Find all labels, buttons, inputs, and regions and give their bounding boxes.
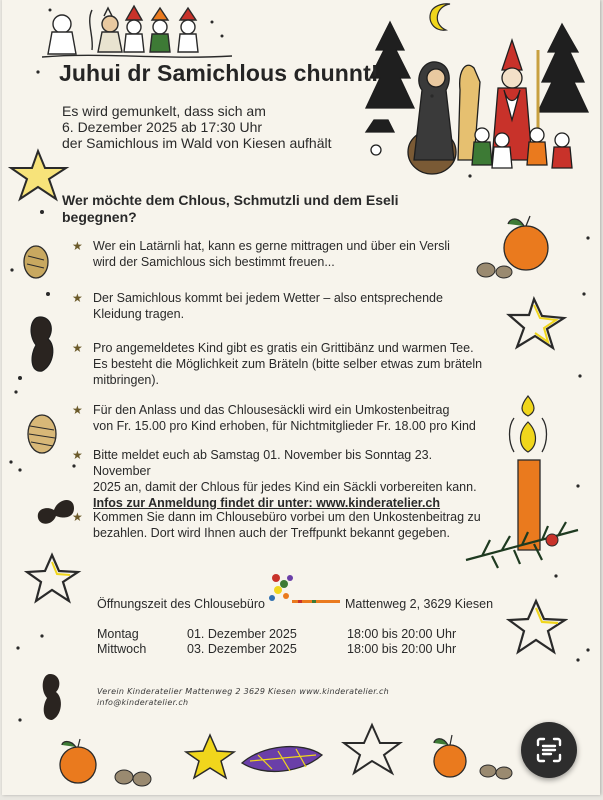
intro-line: der Samichlous im Wald von Kiesen aufhält bbox=[62, 135, 332, 151]
bullet-star-icon: ★ bbox=[72, 403, 83, 417]
schedule-day: Mittwoch bbox=[97, 642, 147, 656]
footer-line: info@kinderatelier.ch bbox=[97, 698, 189, 707]
intro-line: 6. Dezember 2025 ab 17:30 Uhr bbox=[62, 119, 263, 135]
poster bbox=[2, 0, 600, 795]
question-heading: Wer möchte dem Chlous, Schmutzli und dem Eseli begegnen? bbox=[62, 192, 399, 225]
item-line: Bitte meldet euch ab Samstag 01. November bis Sonntag 23. November bbox=[93, 448, 433, 478]
scan-text-icon bbox=[521, 722, 577, 778]
schedule-time: 18:00 bis 20:00 Uhr bbox=[347, 627, 457, 641]
bullet-star-icon: ★ bbox=[72, 341, 83, 355]
item-line: Pro angemeldetes Kind gibt es gratis ein Grittibänz und warmen Tee. bbox=[93, 341, 474, 355]
item-line: Es besteht die Möglichkeit zum Bräteln (bitte selber etwas zum bräteln bbox=[93, 357, 483, 371]
item-line: Kleidung tragen. bbox=[93, 307, 185, 321]
item-line: von Fr. 15.00 pro Kind erhoben, für Nichtmitglieder Fr. 18.00 pro Kind bbox=[93, 419, 476, 433]
footer-line: Verein Kinderatelier Mattenweg 2 3629 Kiesen www.kinderatelier.ch bbox=[97, 687, 390, 696]
item-line: Wer ein Latärnli hat, kann es gerne mittragen und über ein Versli bbox=[93, 239, 450, 253]
hours-heading: Öffnungszeit des Chlousebüro bbox=[97, 597, 265, 611]
bullet-star-icon: ★ bbox=[72, 291, 83, 305]
registration-link[interactable]: Infos zur Anmeldung findet dir unter: www.kinderatelier.ch bbox=[93, 496, 441, 510]
decorative-dots bbox=[2, 0, 600, 795]
bullet-star-icon: ★ bbox=[72, 510, 83, 524]
bullet-star-icon: ★ bbox=[72, 239, 83, 253]
scan-text-button[interactable] bbox=[521, 722, 577, 778]
item-line: Kommen Sie dann im Chlousebüro vorbei um den Unkostenbeitrag zu bbox=[93, 510, 481, 524]
intro-line: Es wird gemunkelt, dass sich am bbox=[62, 103, 266, 119]
bullet-star-icon: ★ bbox=[72, 448, 83, 462]
address: Mattenweg 2, 3629 Kiesen bbox=[345, 597, 494, 611]
schedule-date: 01. Dezember 2025 bbox=[187, 627, 297, 641]
schedule-day: Montag bbox=[97, 627, 139, 641]
page-title: Juhui dr Samichlous chunnt! bbox=[59, 60, 379, 86]
item-line: Der Samichlous kommt bei jedem Wetter – also entsprechende bbox=[93, 291, 443, 305]
item-line: Für den Anlass und das Chlousesäckli wird ein Umkostenbeitrag bbox=[93, 403, 450, 417]
item-line: mitbringen). bbox=[93, 373, 159, 387]
schedule-time: 18:00 bis 20:00 Uhr bbox=[347, 642, 457, 656]
schedule-date: 03. Dezember 2025 bbox=[187, 642, 297, 656]
item-line: wird der Samichlous sich bestimmt freuen... bbox=[93, 255, 335, 269]
item-line: 2025 an, damit der Chlous für jedes Kind ein Säckli vorbereiten kann. bbox=[93, 480, 477, 494]
item-line: bezahlen. Dort wird Ihnen auch der Treffpunkt bekannt gegeben. bbox=[93, 526, 450, 540]
